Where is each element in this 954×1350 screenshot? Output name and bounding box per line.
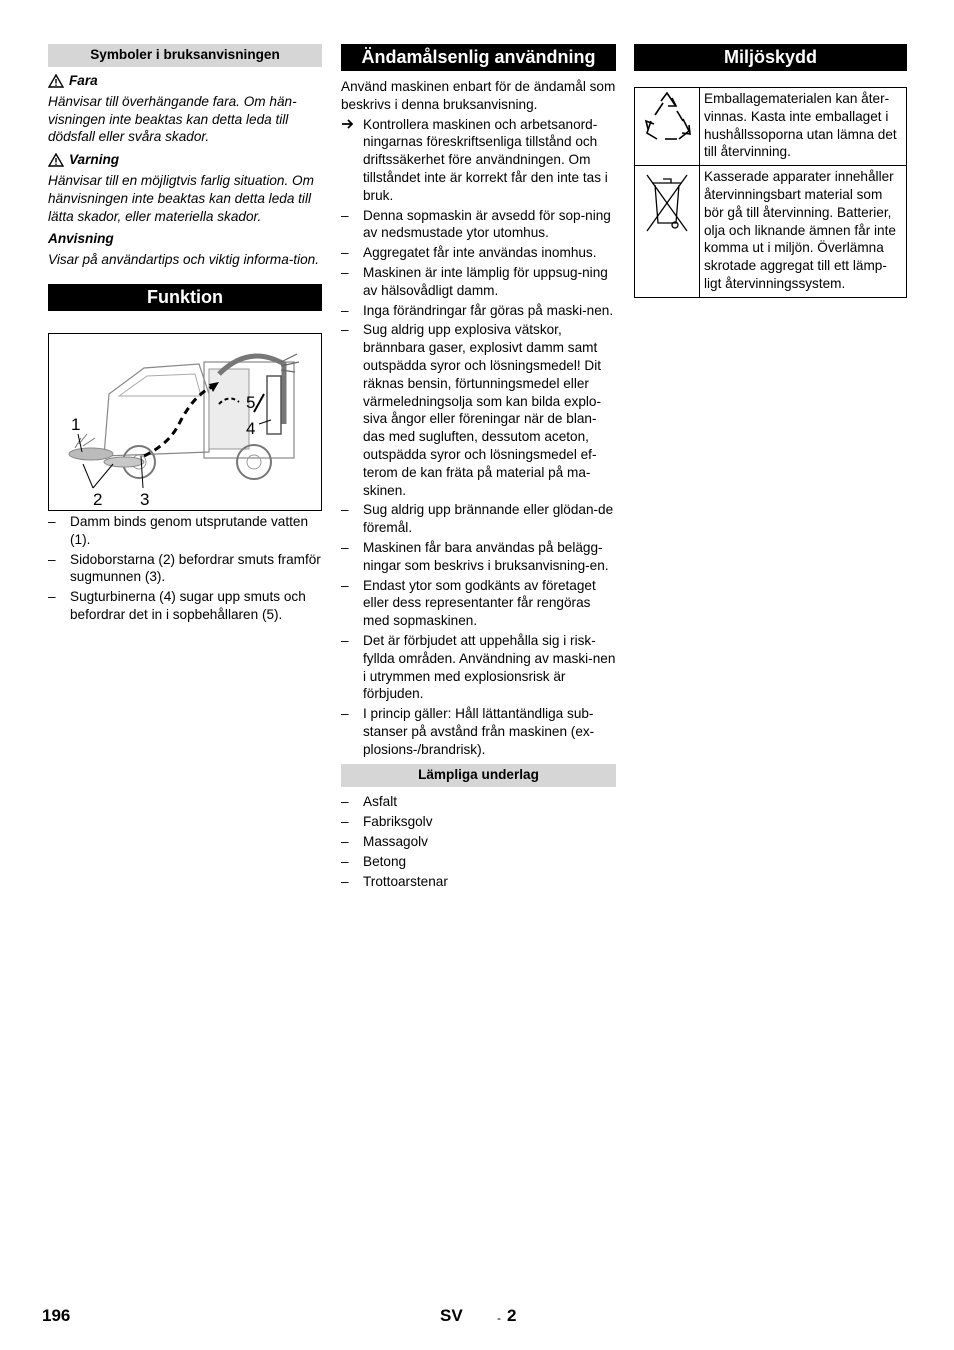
anvisning-text: Visar på användartips och viktig informa-tion. [48,252,320,268]
list-item: – Sug aldrig upp explosiva vätskor, brännbara gaser, explosivt damm samt outspädda syror och lösningsmedel! Dit räknas bensin, förtunningsmedel eller värmeledningsolja som kan bilda explo-siva ångor eller föreningar när de blan-das med sugluften, dessutom aceton, outspädda syror och lösningsmedel ef-terom de kan fräta på material på ma-skinen. [341,321,616,499]
figure-label-5: 5 [246,392,256,412]
figure-label-3: 3 [140,489,150,509]
environment-table [634,87,907,298]
underlag-heading: Lämpliga underlag [341,764,616,787]
list-item: – I princip gäller: Håll lättantändliga sub-stanser på avstånd från maskinen (ex-plosions-/brandrisk). [341,705,616,758]
anvisning-label: Anvisning [48,231,114,247]
figure-label-1: 1 [71,414,81,434]
intro-text: Använd maskinen enbart för de ändamål som beskrivs i denna bruksanvisning. [341,79,616,112]
column-left [48,44,322,624]
sweeper-figure [48,333,322,511]
sweeper-illustration [49,334,321,510]
list-item: – Maskinen är inte lämplig för uppsug-ning av hälsovådligt damm. [341,264,616,300]
figure-label-2: 2 [93,489,103,509]
fara-text: Hänvisar till överhängande fara. Om hän-visningen inte beaktas kan detta leda till dödsfall eller svåra skador. [48,93,297,145]
list-item: – Damm binds genom utsprutande vatten (1). [48,513,322,549]
symbols-heading: Symboler i bruksanvisningen [48,44,322,67]
list-item: – Fabriksgolv [341,813,616,831]
crossed-bin-icon [639,167,695,237]
list-item: – Aggregatet får inte användas inomhus. [341,244,616,262]
arrow-list-item: Kontrollera maskinen och arbetsanord-ningarnas föreskriftsenliga tillstånd och driftssäkerhet före användningen. Om tillståndet inte är korrekt får den inte tas i bruk. [341,116,616,205]
warning-triangle-icon [48,153,64,167]
recycle-icon [639,89,695,149]
language-code: SV [440,1306,463,1325]
column-middle [341,44,616,890]
varning-text: Hänvisar till en möjligtvis farlig situation. Om hänvisningen inte beaktas kan detta leda till lätta skador, eller materiella skador. [48,172,314,224]
fara-label: Fara [69,73,98,88]
figure-label-4: 4 [246,418,256,438]
funktion-heading: Funktion [48,284,322,311]
miljoskydd-heading: Miljöskydd [634,44,907,71]
list-item: – Sugturbinerna (4) sugar upp smuts och befordrar det in i sopbehållaren (5). [48,588,322,624]
crossed-bin-text: Kasserade apparater innehåller återvinningsbart material som bör gå till återvinning. Batterier, olja och liknande ämnen får inte komma ut i miljön. Överlämna skrotade aggregat till ett lämp-ligt återvinningssystem. [700,166,907,298]
table-row [635,88,907,166]
list-item: – Betong [341,853,616,871]
fara-label-row [48,72,322,90]
column-right [634,44,907,298]
usage-list [341,207,616,759]
section-number: 2 [507,1306,517,1325]
list-item: – Maskinen får bara användas på belägg-ningar som beskrivs i bruksanvisning-en. [341,539,616,575]
warning-triangle-icon [48,74,64,88]
list-item: – Asfalt [341,793,616,811]
list-item: – Massagolv [341,833,616,851]
recycle-text: Emballagematerialen kan åter-vinnas. Kasta inte emballaget i hushållssoporna utan lämna det till återvinning. [700,88,907,166]
table-row [635,166,907,298]
list-item: – Inga förändringar får göras på maski-nen. [341,302,616,320]
arrow-right-icon [341,117,355,131]
list-item: – Endast ytor som godkänts av företaget eller dess representanter får rengöras med sopmaskinen. [341,577,616,630]
list-item: – Denna sopmaskin är avsedd för sop-ning av nedsmustade ytor utomhus. [341,207,616,243]
andamalsenlig-heading: Ändamålsenlig användning [341,44,616,71]
arrow-list [341,116,616,205]
page-number: 196 [42,1306,71,1325]
funktion-list [48,513,322,624]
list-item: – Det är förbjudet att uppehålla sig i risk-fyllda områden. Användning av maski-nen i utrymmen med explosionsrisk är förbjuden. [341,632,616,703]
underlag-list [341,793,616,890]
varning-label-row [48,151,322,169]
list-item: – Sidoborstarna (2) befordrar smuts framför sugmunnen (3). [48,551,322,587]
varning-label: Varning [69,152,120,168]
list-item: – Sug aldrig upp brännande eller glödan-de föremål. [341,501,616,537]
list-item: – Trottoarstenar [341,873,616,891]
footer-separator: - [497,1311,501,1325]
